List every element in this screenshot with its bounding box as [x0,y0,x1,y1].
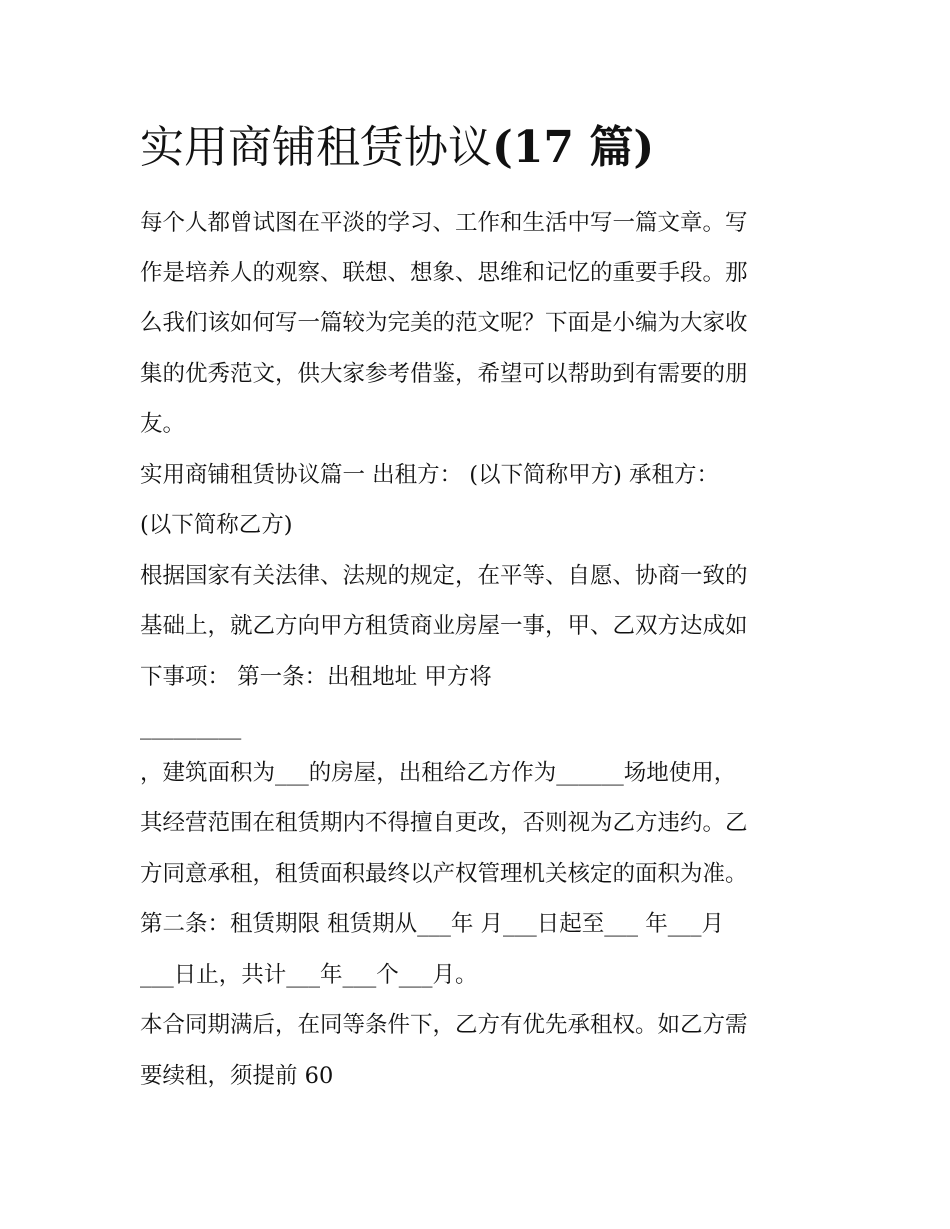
body-line: 友。 [140,411,186,437]
body-line: 么我们该如何写一篇较为完美的范文呢？下面是小编为大家收 [140,310,748,336]
body-line: (以下简称乙方) [140,512,293,538]
body-line: 第二条：租赁期限 租赁期从___年 月___日起至___ 年___月 [140,911,724,937]
body-line: 下事项： 第一条：出租地址 甲方将 [140,664,492,690]
body-line: 实用商铺租赁协议篇一 出租方： (以下简称甲方) 承租方： [140,462,720,488]
body-line: 集的优秀范文，供大家参考借鉴，希望可以帮助到有需要的朋 [140,361,748,387]
body-line: 基础上，就乙方向甲方租赁商业房屋一事，甲、乙双方达成如 [140,613,748,639]
body-line: ，建筑面积为___的房屋，出租给乙方作为______场地使用， [140,760,737,786]
body-line: 本合同期满后，在同等条件下，乙方有优先承租权。如乙方需 [140,1012,748,1038]
body-line: 方同意承租，租赁面积最终以产权管理机关核定的面积为准。 [140,861,748,887]
document-title [140,118,840,178]
body-line: _________ [140,714,242,740]
body-line: 要续租，须提前 60 [140,1063,334,1089]
title-text: 实用商铺租赁协议 [140,122,492,173]
body-line: 每个人都曾试图在平淡的学习、工作和生活中写一篇文章。写 [140,210,748,236]
title-count: (17 篇) [492,122,655,173]
body-line: ___日止，共计___年___个___月。 [140,962,478,988]
body-line: 根据国家有关法律、法规的规定，在平等、自愿、协商一致的 [140,563,748,589]
body-line: 作是培养人的观察、联想、想象、思维和记忆的重要手段。那 [140,260,748,286]
body-line: 其经营范围在租赁期内不得擅自更改，否则视为乙方违约。乙 [140,810,748,836]
